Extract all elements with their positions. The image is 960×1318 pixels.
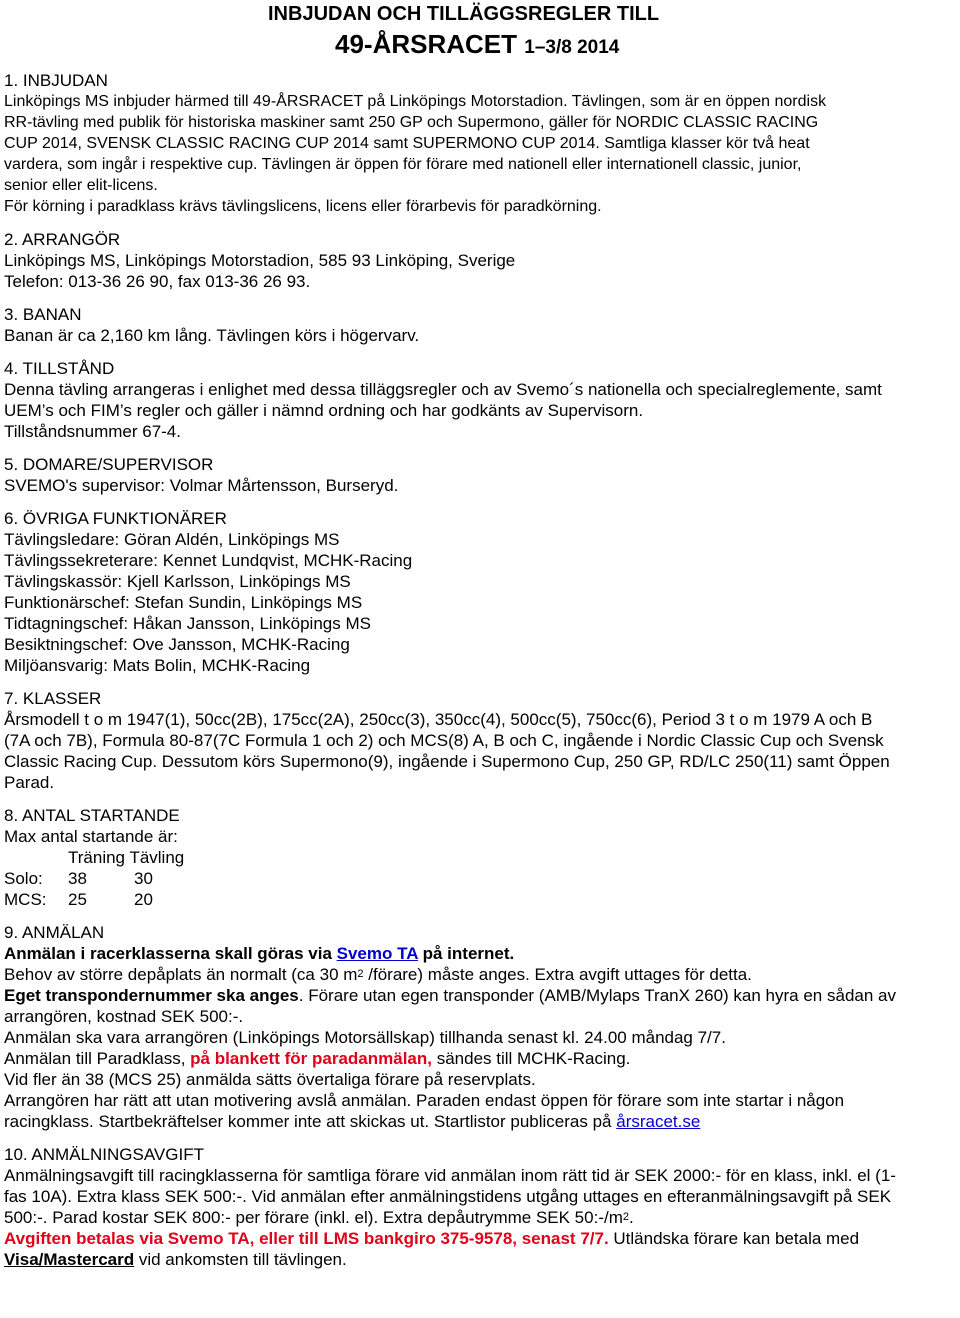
official-line: Tävlingskassör: Kjell Karlsson, Linköpings MS: [4, 572, 351, 591]
text-run: Anmälan i racerklasserna skall göras via: [4, 944, 337, 963]
paragraph-line: [4, 1111, 960, 1132]
red-emphasis: Avgiften betalas via Svemo TA, eller till LMS bankgiro 375-9578, senast 7/7.: [4, 1229, 609, 1248]
column-training: Träning: [68, 848, 126, 867]
paragraph-line: [4, 1249, 960, 1270]
text-run: 500:-. Parad kostar SEK 800:- per förare (inkl. el). Extra depåutrymme SEK 50:-/m: [4, 1208, 623, 1227]
text-run: Anmälan till Paradklass,: [4, 1049, 191, 1068]
paragraph-line: fas 10A). Extra klass SEK 500:-. Vid anmälan efter anmälningstidens utgång uttages en efteranmälningsavgift på SEK: [4, 1187, 892, 1206]
paragraph-line: Telefon: 013-36 26 90, fax 013-36 26 93.: [4, 272, 311, 291]
section-heading: 2. ARRANGÖR: [4, 230, 121, 249]
section-heading: 6. ÖVRIGA FUNKTIONÄRER: [4, 509, 227, 528]
superscript: 2: [357, 968, 364, 980]
text-run: sändes till MCHK-Racing.: [431, 1049, 631, 1068]
event-title: [335, 29, 619, 63]
section-heading: 10. ANMÄLNINGSAVGIFT: [4, 1145, 204, 1164]
paragraph-line: [4, 1207, 960, 1228]
document-body: [4, 70, 960, 1270]
paragraph-line: [4, 964, 960, 985]
training-value: 38: [68, 869, 87, 888]
section-heading: 5. DOMARE/SUPERVISOR: [4, 455, 214, 474]
training-value: 25: [68, 890, 87, 909]
paragraph-line: Linköpings MS, Linköpings Motorstadion, 585 93 Linköping, Sverige: [4, 251, 516, 270]
paragraph-line: Linköpings MS inbjuder härmed till 49-ÅRSRACET på Linköpings Motorstadion. Tävlingen, som är en öppen nordisk: [4, 93, 827, 110]
document-title: INBJUDAN OCH TILLÄGGSREGLER TILL: [268, 3, 660, 25]
race-value: 20: [134, 890, 153, 909]
paragraph-line: Anmälningsavgift till racingklasserna för samtliga förare vid anmälan inom rätt tid är SEK 2000:- för en klass, inkl. el (1-: [4, 1166, 896, 1185]
column-race: Tävling: [129, 848, 185, 867]
paragraph-line: Anmälan ska vara arrangören (Linköpings Motorsällskap) tillhanda senast kl. 24.00 måndag 7/7.: [4, 1028, 726, 1047]
text-run: på internet.: [417, 944, 515, 963]
paragraph-line: (7A och 7B), Formula 80-87(7C Formula 1 och 2) och MCS(8) A, B och C, ingående i Nordic Classic Cup och Svensk: [4, 731, 884, 750]
official-line: Miljöansvarig: Mats Bolin, MCHK-Racing: [4, 656, 311, 675]
paragraph-line: RR-tävling med publik för historiska maskiner samt 250 GP och Supermono, gäller för NORDIC CLASSIC RACING: [4, 114, 819, 131]
section-heading: 8. ANTAL STARTANDE: [4, 806, 180, 825]
section-heading: 9. ANMÄLAN: [4, 923, 105, 942]
paragraph-line: vardera, som ingår i respektive cup. Tävlingen är öppen för förare med nationell eller internationell classic, junior,: [4, 156, 802, 173]
text-run: vid ankomsten till tävlingen.: [134, 1250, 347, 1269]
table-row: [4, 868, 960, 889]
paragraph-line: Max antal startande är:: [4, 827, 178, 846]
paragraph-line: [4, 985, 960, 1006]
official-line: Tävlingsledare: Göran Aldén, Linköpings MS: [4, 530, 340, 549]
official-line: Besiktningschef: Ove Jansson, MCHK-Racing: [4, 635, 350, 654]
section-heading: 4. TILLSTÅND: [4, 359, 115, 378]
paragraph-line: Classic Racing Cup. Dessutom körs Supermono(9), ingående i Supermono Cup, 250 GP, RD/LC 250(11) samt Öppen: [4, 752, 890, 771]
text-run: Utländska förare kan betala med: [608, 1229, 860, 1248]
paragraph-line: Parad.: [4, 773, 55, 792]
arsracet-link[interactable]: årsracet.se: [616, 1112, 701, 1131]
text-run: Behov av större depåplats än normalt (ca 30 m: [4, 965, 358, 984]
event-name: 49-ÅRSRACET: [335, 29, 518, 59]
svemo-ta-link[interactable]: Svemo TA: [336, 944, 418, 963]
section-heading: 3. BANAN: [4, 305, 82, 324]
event-dates: 1–3/8 2014: [524, 37, 620, 58]
text-run: /förare) måste anges. Extra avgift uttages för detta.: [363, 965, 752, 984]
red-emphasis: på blankett för paradanmälan,: [190, 1049, 432, 1068]
paragraph-line: Banan är ca 2,160 km lång. Tävlingen körs i högervarv.: [4, 326, 420, 345]
paragraph-line: För körning i paradklass krävs tävlingslicens, licens eller förarbevis för paradkörning.: [4, 198, 602, 215]
official-line: Funktionärschef: Stefan Sundin, Linköpings MS: [4, 593, 363, 612]
paragraph-line: SVEMO's supervisor: Volmar Mårtensson, Burseryd.: [4, 476, 399, 495]
table-row: [4, 889, 960, 910]
paragraph-line: [4, 1228, 960, 1249]
bold-text: Eget transpondernummer ska anges: [4, 986, 299, 1005]
text-run: . Förare utan egen transponder (AMB/Mylaps TranX 260) kan hyra en sådan av: [298, 986, 896, 1005]
paragraph-line: Arrangören har rätt att utan motivering avslå anmälan. Paraden endast öppen för förare som inte startar i någon: [4, 1091, 845, 1110]
text-run: .: [629, 1208, 634, 1227]
visa-mastercard-text: Visa/Mastercard: [4, 1250, 135, 1269]
race-value: 30: [134, 869, 153, 888]
official-line: Tävlingssekreterare: Kennet Lundqvist, MCHK-Racing: [4, 551, 413, 570]
paragraph-line: Tillståndsnummer 67-4.: [4, 422, 181, 441]
paragraph-line: senior eller elit-licens.: [4, 177, 158, 194]
official-line: Tidtagningschef: Håkan Jansson, Linköpings MS: [4, 614, 371, 633]
paragraph-line: CUP 2014, SVENSK CLASSIC RACING CUP 2014 samt SUPERMONO CUP 2014. Samtliga klasser kör två heat: [4, 135, 810, 152]
paragraph-line: [4, 1048, 960, 1069]
paragraph-line: Denna tävling arrangeras i enlighet med dessa tilläggsregler och av Svemo´s nationella och specialreglemente, samt: [4, 380, 882, 399]
row-label: Solo:: [4, 869, 43, 888]
row-label: MCS:: [4, 890, 47, 909]
section-heading: 7. KLASSER: [4, 689, 102, 708]
starters-table-header: [4, 847, 960, 868]
paragraph-line: Årsmodell t o m 1947(1), 50cc(2B), 175cc(2A), 250cc(3), 350cc(4), 500cc(5), 750cc(6), Period 3 t o m 1979 A och B: [4, 710, 873, 729]
paragraph-line: [4, 943, 960, 964]
section-heading: 1. INBJUDAN: [4, 71, 108, 90]
superscript: 2: [622, 1211, 629, 1223]
paragraph-line: arrangören, kostnad SEK 500:-.: [4, 1007, 244, 1026]
text-run: racingklass. Startbekräftelser kommer inte att skickas ut. Startlistor publiceras på: [4, 1112, 617, 1131]
paragraph-line: UEM’s och FIM’s regler och gäller i nämnd ordning och har godkänts av Supervisorn.: [4, 401, 644, 420]
paragraph-line: Vid fler än 38 (MCS 25) anmälda sätts övertaliga förare på reservplats.: [4, 1070, 536, 1089]
